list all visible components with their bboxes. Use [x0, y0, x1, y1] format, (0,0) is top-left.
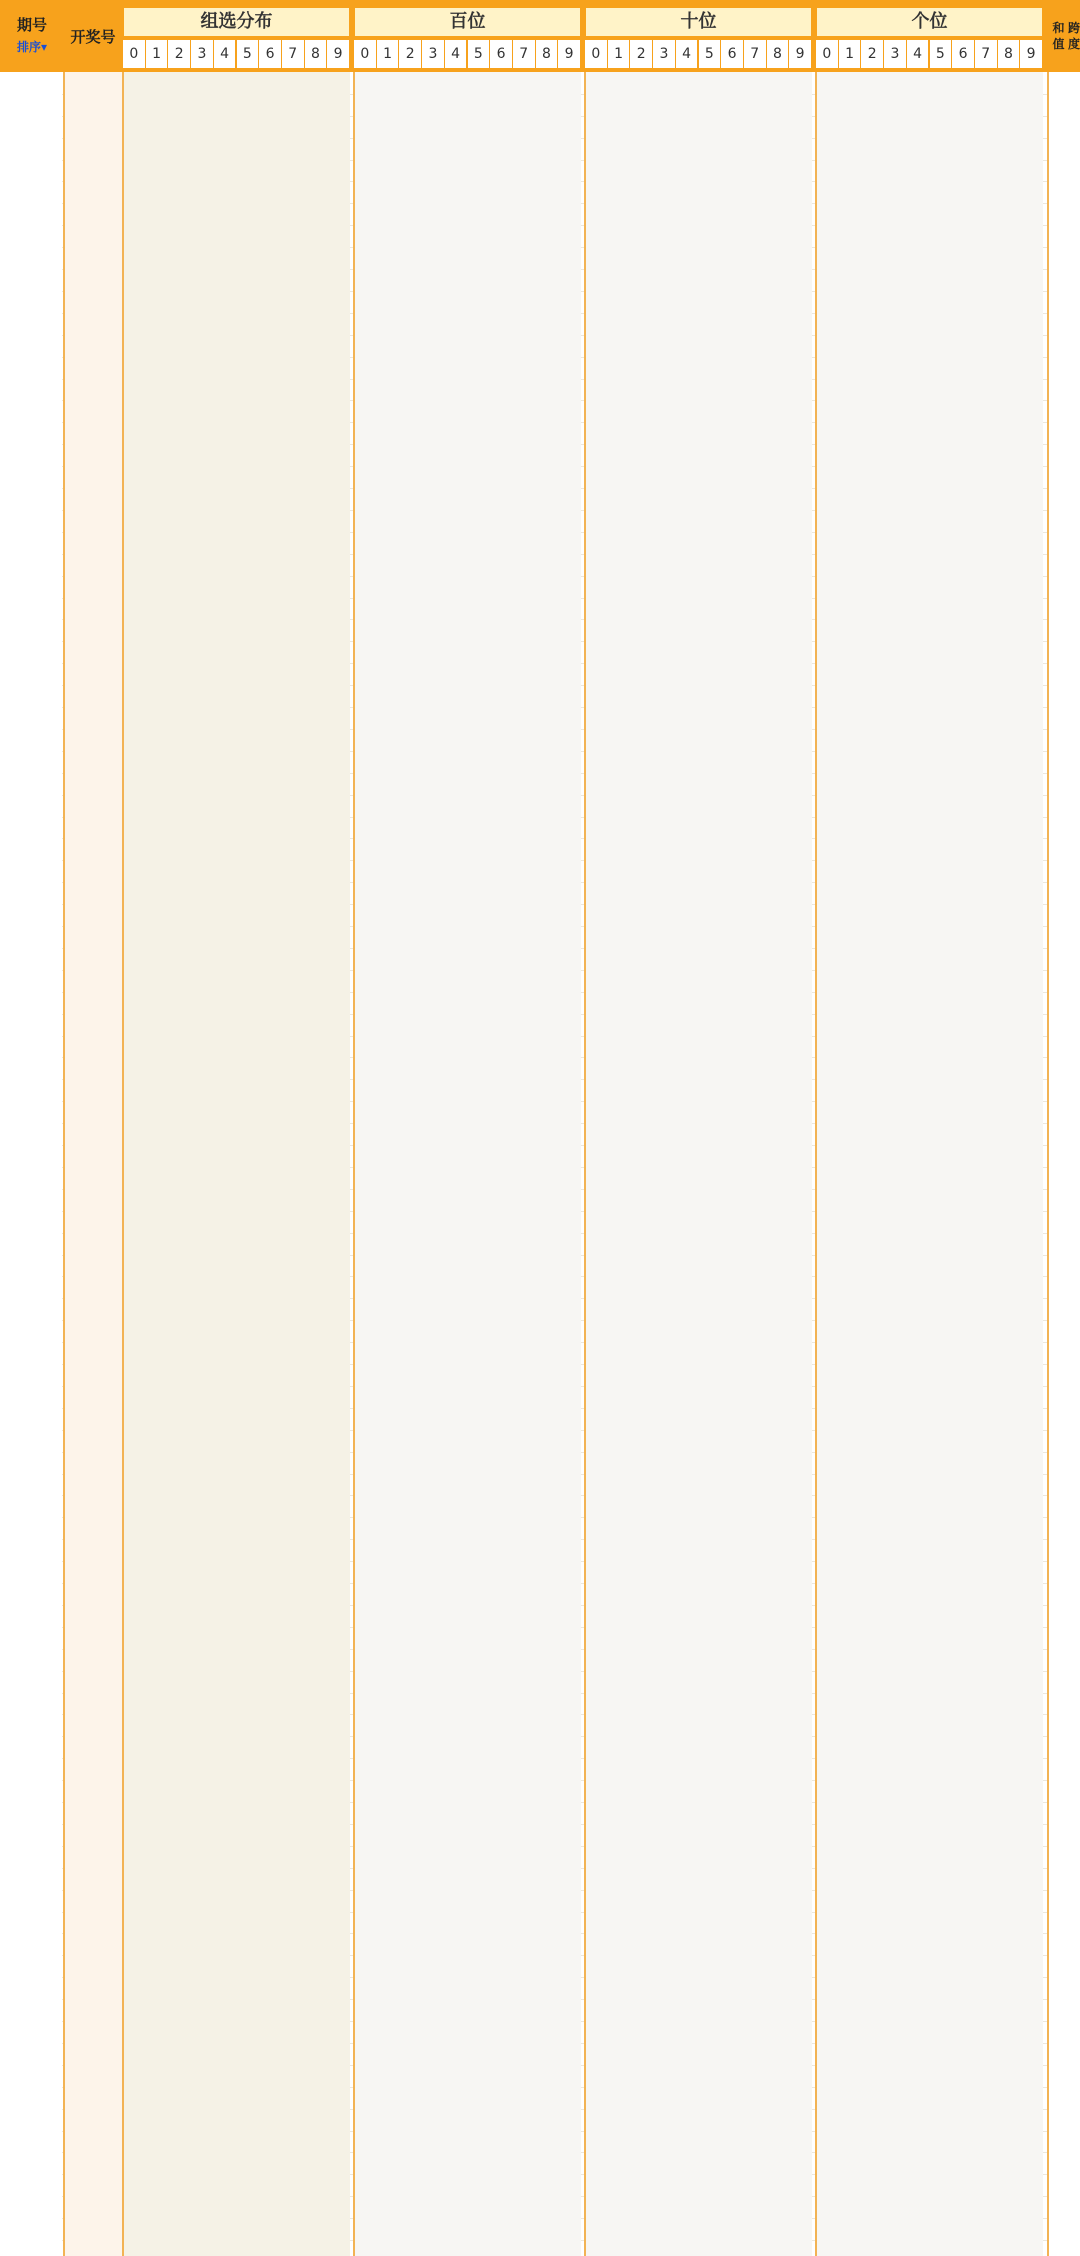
column-divider [122, 72, 124, 2256]
units-digit-7: 7 [975, 40, 997, 68]
units-digit-3: 3 [884, 40, 906, 68]
units-digit-9: 9 [1020, 40, 1042, 68]
issue-header: 期号 [16, 16, 47, 34]
group-distribution-digit-6: 6 [259, 40, 281, 68]
hundreds-digit-1: 1 [377, 40, 399, 68]
column-bg [585, 72, 812, 2256]
units-digit-0: 0 [816, 40, 838, 68]
column-divider [815, 72, 817, 2256]
column-divider [584, 72, 586, 2256]
tens-digit-8: 8 [767, 40, 789, 68]
group-distribution-digit-0: 0 [123, 40, 145, 68]
group-distribution-digit-9: 9 [327, 40, 349, 68]
group-distribution-header: 组选分布 [124, 8, 349, 36]
tens-digit-6: 6 [721, 40, 743, 68]
units-header: 个位 [817, 8, 1042, 36]
group-distribution-digit-3: 3 [191, 40, 213, 68]
tens-digit-7: 7 [744, 40, 766, 68]
span-header: 跨度 [1068, 21, 1080, 51]
tens-digit-3: 3 [653, 40, 675, 68]
tens-digit-9: 9 [789, 40, 811, 68]
column-bg [1048, 72, 1080, 2256]
hundreds-digit-2: 2 [399, 40, 421, 68]
group-distribution-digit-4: 4 [214, 40, 236, 68]
column-bg [64, 72, 122, 2256]
group-distribution-digit-1: 1 [146, 40, 168, 68]
sum-header: 和值 [1052, 21, 1065, 51]
units-digit-5: 5 [930, 40, 952, 68]
units-digit-4: 4 [907, 40, 929, 68]
tens-digit-4: 4 [676, 40, 698, 68]
group-distribution-digit-7: 7 [282, 40, 304, 68]
units-digit-6: 6 [952, 40, 974, 68]
tens-header: 十位 [586, 8, 811, 36]
column-bg [123, 72, 350, 2256]
units-digit-2: 2 [861, 40, 883, 68]
tens-digit-5: 5 [699, 40, 721, 68]
column-bg [354, 72, 581, 2256]
group-distribution-digit-5: 5 [237, 40, 259, 68]
tens-digit-0: 0 [585, 40, 607, 68]
column-divider [353, 72, 355, 2256]
hundreds-digit-3: 3 [422, 40, 444, 68]
hundreds-digit-6: 6 [490, 40, 512, 68]
column-bg [0, 72, 62, 2256]
hundreds-digit-4: 4 [445, 40, 467, 68]
tens-digit-2: 2 [630, 40, 652, 68]
sort-button[interactable]: 排序▾ [16, 40, 48, 54]
tens-digit-1: 1 [608, 40, 630, 68]
units-digit-1: 1 [839, 40, 861, 68]
column-divider [63, 72, 65, 2256]
column-divider [1047, 72, 1049, 2256]
group-distribution-digit-8: 8 [305, 40, 327, 68]
hundreds-digit-7: 7 [513, 40, 535, 68]
units-digit-8: 8 [998, 40, 1020, 68]
hundreds-digit-9: 9 [558, 40, 580, 68]
hundreds-header: 百位 [355, 8, 580, 36]
hundreds-digit-5: 5 [468, 40, 490, 68]
sort-arrow-icon: ▾ [40, 40, 48, 54]
group-distribution-digit-2: 2 [168, 40, 190, 68]
draw-number-header: 开奖号 [70, 28, 116, 46]
hundreds-digit-8: 8 [536, 40, 558, 68]
hundreds-digit-0: 0 [354, 40, 376, 68]
column-bg [816, 72, 1043, 2256]
